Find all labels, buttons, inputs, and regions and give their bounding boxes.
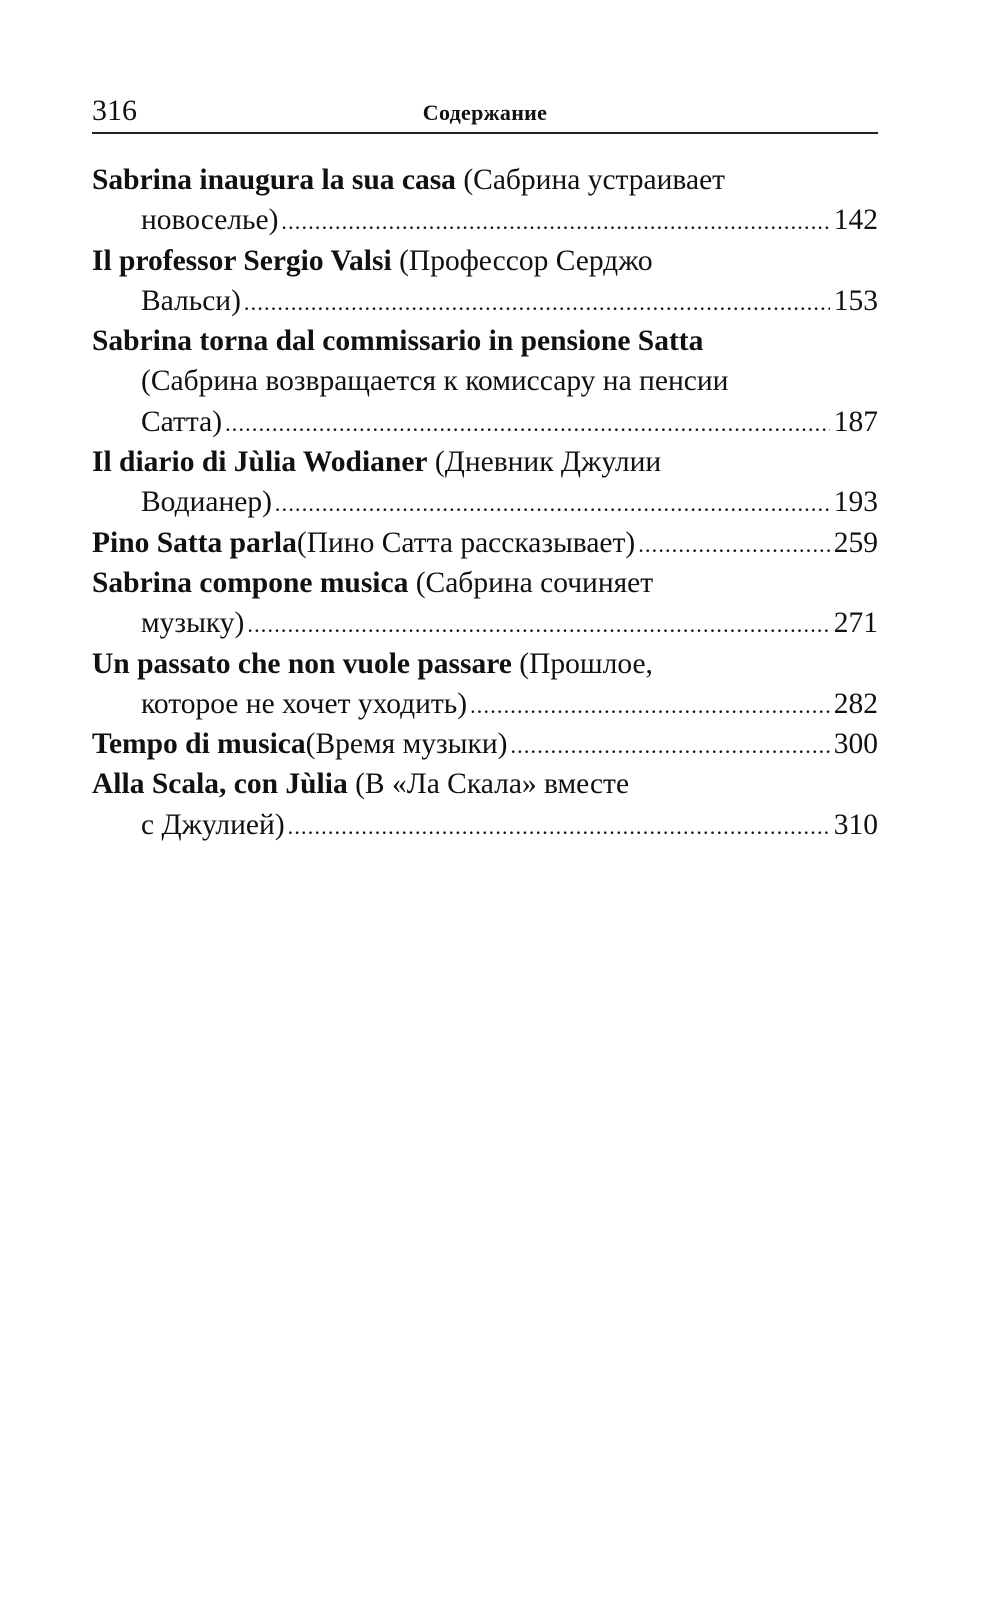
toc-entry-title: Pino Satta parla [92,526,297,559]
running-head: Содержание [422,100,548,125]
toc-entry-subtitle-cont: которое не хочет уходить) [141,687,468,720]
toc-page-number: 153 [833,284,878,317]
dot-leader [288,807,830,845]
toc-entry-leader-line [92,724,878,764]
toc-entry-line [92,160,878,200]
toc-page-number: 271 [833,607,878,640]
toc-entry-leader-line [92,603,878,643]
toc-page-number: 193 [833,486,878,519]
toc-entry-line [92,361,878,401]
toc-entry-title: Alla Scala, con Jùlia [92,768,348,801]
toc-entry-title: Sabrina torna dal commissario in pensione Satta [92,325,704,358]
toc-page-number: 282 [833,687,878,720]
dot-leader [510,726,829,764]
toc-entry-title: Sabrina inaugura la sua casa [92,164,456,196]
toc-entry-subtitle: (Дневник Джулии [427,446,662,479]
dot-leader [225,404,830,442]
page-header [92,92,878,134]
toc-entry-line [92,241,878,281]
dot-leader [275,484,830,522]
table-of-contents [92,160,878,845]
toc-entry-subtitle: (Сабрина сочиняет [408,566,654,599]
toc-entry-leader-line [92,402,878,442]
toc-entry-subtitle-cont: с Джулией) [141,808,285,841]
toc-entry-title: Sabrina compone musica [92,566,409,599]
toc-page-number: 187 [833,405,878,438]
toc-entry-title: Il diario di Jùlia Wodianer [92,446,428,479]
dot-leader [247,605,829,643]
toc-entry-title: Il professor Sergio Valsi [92,244,392,277]
toc-entry-subtitle-cont: музыку) [141,607,245,640]
toc-entry-line [92,442,878,482]
toc-entry-line [92,644,878,684]
toc-page-number: 300 [833,728,878,761]
toc-entry-leader-line [92,805,878,845]
toc-entry-subtitle: (Сабрина устраивает [455,164,726,196]
page-number: 316 [92,94,137,127]
toc-entry-subtitle: (Профессор Серджо [391,244,653,277]
toc-entry-leader-line [92,200,878,240]
toc-entry-line [92,563,878,603]
dot-leader [244,283,830,321]
dot-leader [638,525,830,563]
toc-entry-subtitle: (В «Ла Скала» вместе [347,768,630,801]
toc-page-number: 142 [833,204,878,237]
toc-entry-leader-line [92,482,878,522]
toc-entry-leader-line [92,523,878,563]
toc-entry-subtitle: (Прошлое, [511,647,653,680]
toc-entry-leader-line [92,281,878,321]
dot-leader [470,686,830,724]
toc-entry-subtitle: (Пино Сатта рассказывает) [296,526,636,559]
toc-entry-line [92,321,878,361]
toc-entry-subtitle-cont: Вальси) [141,284,241,317]
toc-page-number: 310 [833,808,878,841]
toc-entry-subtitle-cont: Сатта) [141,405,223,438]
toc-entry-subtitle-cont: Водианер) [141,486,272,519]
toc-entry-subtitle-cont: новоселье) [141,204,279,237]
toc-entry-title: Tempo di musica [92,728,306,761]
dot-leader [281,202,829,240]
toc-page-number: 259 [833,526,878,559]
toc-entry-subtitle: (Время музыки) [305,728,508,761]
toc-entry-line [92,764,878,804]
toc-entry-title: Un passato che non vuole passare [92,647,512,680]
toc-entry-leader-line [92,684,878,724]
toc-entry-subtitle: (Сабрина возвращается к комиссару на пенсии [141,365,729,398]
